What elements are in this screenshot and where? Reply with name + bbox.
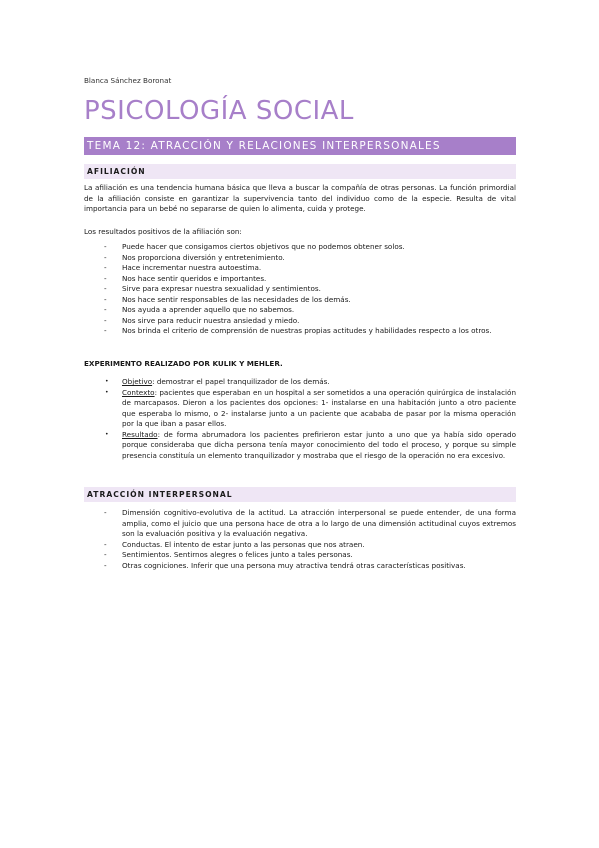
list-item (84, 274, 516, 285)
list-item (84, 508, 516, 540)
dash-marker: - (104, 560, 107, 570)
list-item (84, 263, 516, 274)
experiment-item-label: Resultado (122, 429, 158, 439)
list-item-text: Otras cogniciones. Inferir que una persona muy atractiva tendrá otras características positivas. (122, 560, 466, 570)
list-item (84, 253, 516, 264)
dash-marker: - (104, 294, 107, 304)
dash-marker: - (104, 252, 107, 262)
results-list (84, 242, 516, 337)
section-heading-atraccion: ATRACCIÓN INTERPERSONAL (84, 487, 516, 502)
experiment-item (84, 388, 516, 430)
list-item (84, 550, 516, 561)
experiment-item (84, 377, 516, 388)
list-item-text: Sirve para expresar nuestra sexualidad y sentimientos. (122, 284, 321, 293)
experiment-heading: EXPERIMENTO REALIZADO POR KULIK Y MEHLER. (84, 359, 283, 368)
results-intro: Los resultados positivos de la afiliación son: (84, 227, 242, 236)
bullet-marker: • (105, 378, 109, 385)
list-item (84, 295, 516, 306)
afiliacion-intro-paragraph: La afiliación es una tendencia humana básica que lleva a buscar la compañía de otras personas. La función primordial de la afiliación consiste en garantizar la supervivencia tanto del individuo como de la especie. Resulta de vital importancia para un bebé no separarse de quien lo alimenta, cuida y protege. (84, 183, 516, 213)
experiment-item (84, 430, 516, 462)
experiment-item-text: : demostrar el papel tranquilizador de los demás. (152, 377, 330, 386)
list-item-text: Nos proporciona diversión y entretenimiento. (122, 252, 285, 262)
experiment-item-label: Contexto (122, 387, 155, 397)
list-item-text: Sentimientos. Sentirnos alegres o felices junto a tales personas. (122, 550, 353, 559)
list-item-text: Dimensión cognitivo-evolutiva de la actitud. La atracción interpersonal se puede entender, de una forma amplia, como el juicio que una persona hace de otra a lo largo de una dimensión actitudinal cuyos extremos son la evaluación positiva y la evaluación negativa. (122, 508, 516, 538)
list-item (84, 561, 516, 572)
bullet-marker: • (105, 388, 109, 396)
section-heading-afiliacion: AFILIACIÓN (84, 164, 516, 179)
atraccion-list (84, 508, 516, 571)
list-item-text: Nos hace sentir queridos e importantes. (122, 273, 267, 283)
experiment-list (84, 377, 516, 461)
experiment-item-text: : pacientes que esperaban en un hospital a ser sometidos a una operación quirúrgica de instalación de marcapasos. Dieron a los pacientes dos opciones: 1- instalarse en una habitación junto a otro paciente que esperaba lo mismo, o 2- instalarse junto a un paciente que acababa de pasar por la misma operación por la que iban a pasar ellos. (122, 387, 516, 428)
dash-marker: - (104, 242, 107, 251)
list-item (84, 326, 516, 337)
topic-banner: TEMA 12: ATRACCIÓN Y RELACIONES INTERPERSONALES (84, 137, 516, 155)
document-title: PSICOLOGÍA SOCIAL (84, 96, 354, 126)
list-item-text: Nos hace sentir responsables de las necesidades de los demás. (122, 294, 351, 304)
list-item (84, 540, 516, 551)
list-item-text: Hace incrementar nuestra autoestima. (122, 263, 262, 272)
dash-marker: - (104, 305, 107, 314)
experiment-item-label: Objetivo (122, 377, 153, 386)
list-item-text: Nos brinda el criterio de comprensión de nuestras propias actitudes y habilidades respecto a los otros. (122, 326, 492, 335)
list-item (84, 316, 516, 327)
dash-marker: - (104, 550, 107, 559)
dash-marker: - (104, 539, 107, 549)
dash-marker: - (104, 508, 107, 517)
dash-marker: - (104, 315, 107, 325)
dash-marker: - (104, 273, 107, 283)
experiment-item-text: : de forma abrumadora los pacientes prefirieron estar junto a uno que ya había sido operado porque consideraba que dicha persona tenía mayor conocimiento del todo el proceso, y porque su simple presencia constituía un elemento tranquilizador y mostraba que el riesgo de la operación no era excesivo. (122, 429, 516, 460)
list-item (84, 305, 516, 316)
list-item (84, 242, 516, 253)
list-item-text: Nos ayuda a aprender aquello que no sabemos. (122, 305, 295, 314)
author-name: Blanca Sánchez Boronat (84, 76, 172, 85)
list-item-text: Conductas. El intento de estar junto a las personas que nos atraen. (122, 539, 365, 549)
dash-marker: - (104, 326, 107, 335)
list-item (84, 284, 516, 295)
dash-marker: - (104, 263, 107, 272)
bullet-marker: • (105, 430, 109, 438)
dash-marker: - (104, 284, 107, 293)
list-item-text: Nos sirve para reducir nuestra ansiedad y miedo. (122, 315, 300, 325)
list-item-text: Puede hacer que consigamos ciertos objetivos que no podemos obtener solos. (122, 242, 405, 251)
